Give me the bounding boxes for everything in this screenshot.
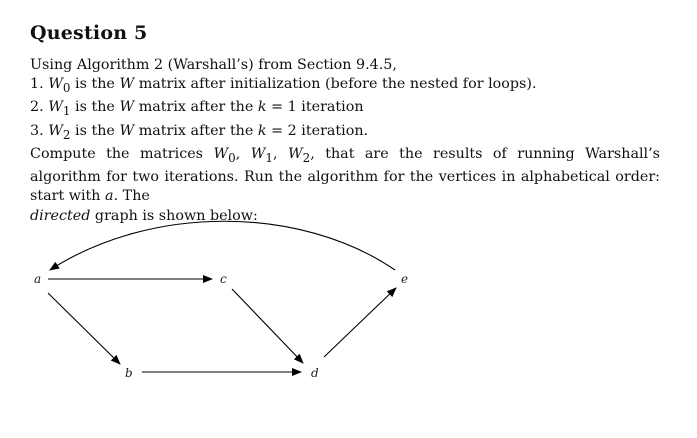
vertex-a: a bbox=[34, 272, 42, 286]
matrix-symbol: W bbox=[48, 122, 63, 139]
edge-a-b bbox=[48, 293, 120, 364]
edge-d-e bbox=[324, 288, 396, 357]
list-item-1: 1. $W_0$ is the W matrix after initialization (before the nested for loops). bbox=[30, 76, 537, 96]
question-heading: Question 5 bbox=[30, 22, 148, 44]
list-item-2: 2. $W_1$ is the W matrix after the k = 1 iteration bbox=[30, 99, 364, 119]
compute-paragraph: Compute the matrices $W_0$, $W_1$, $W_2$, that are the results of running Warshall’s algorithm for two iterations. Run the algorithm for the vertices in alphabetical order: start with a. The bbox=[30, 145, 660, 205]
edge-c-d bbox=[232, 289, 303, 363]
vertex-c: c bbox=[220, 272, 227, 286]
edge-e-a bbox=[50, 221, 395, 270]
directed-line: directed graph is shown below: bbox=[30, 207, 258, 224]
matrix-symbol: W bbox=[48, 99, 63, 116]
vertex-d: d bbox=[311, 366, 319, 380]
intro-line: Using Algorithm 2 (Warshall’s) from Section 9.4.5, bbox=[30, 57, 397, 73]
vertex-b: b bbox=[125, 366, 133, 380]
matrix-symbol: W bbox=[48, 76, 63, 93]
vertex-e: e bbox=[401, 272, 409, 286]
list-item-3: 3. $W_2$ is the W matrix after the k = 2 iteration. bbox=[30, 122, 369, 142]
